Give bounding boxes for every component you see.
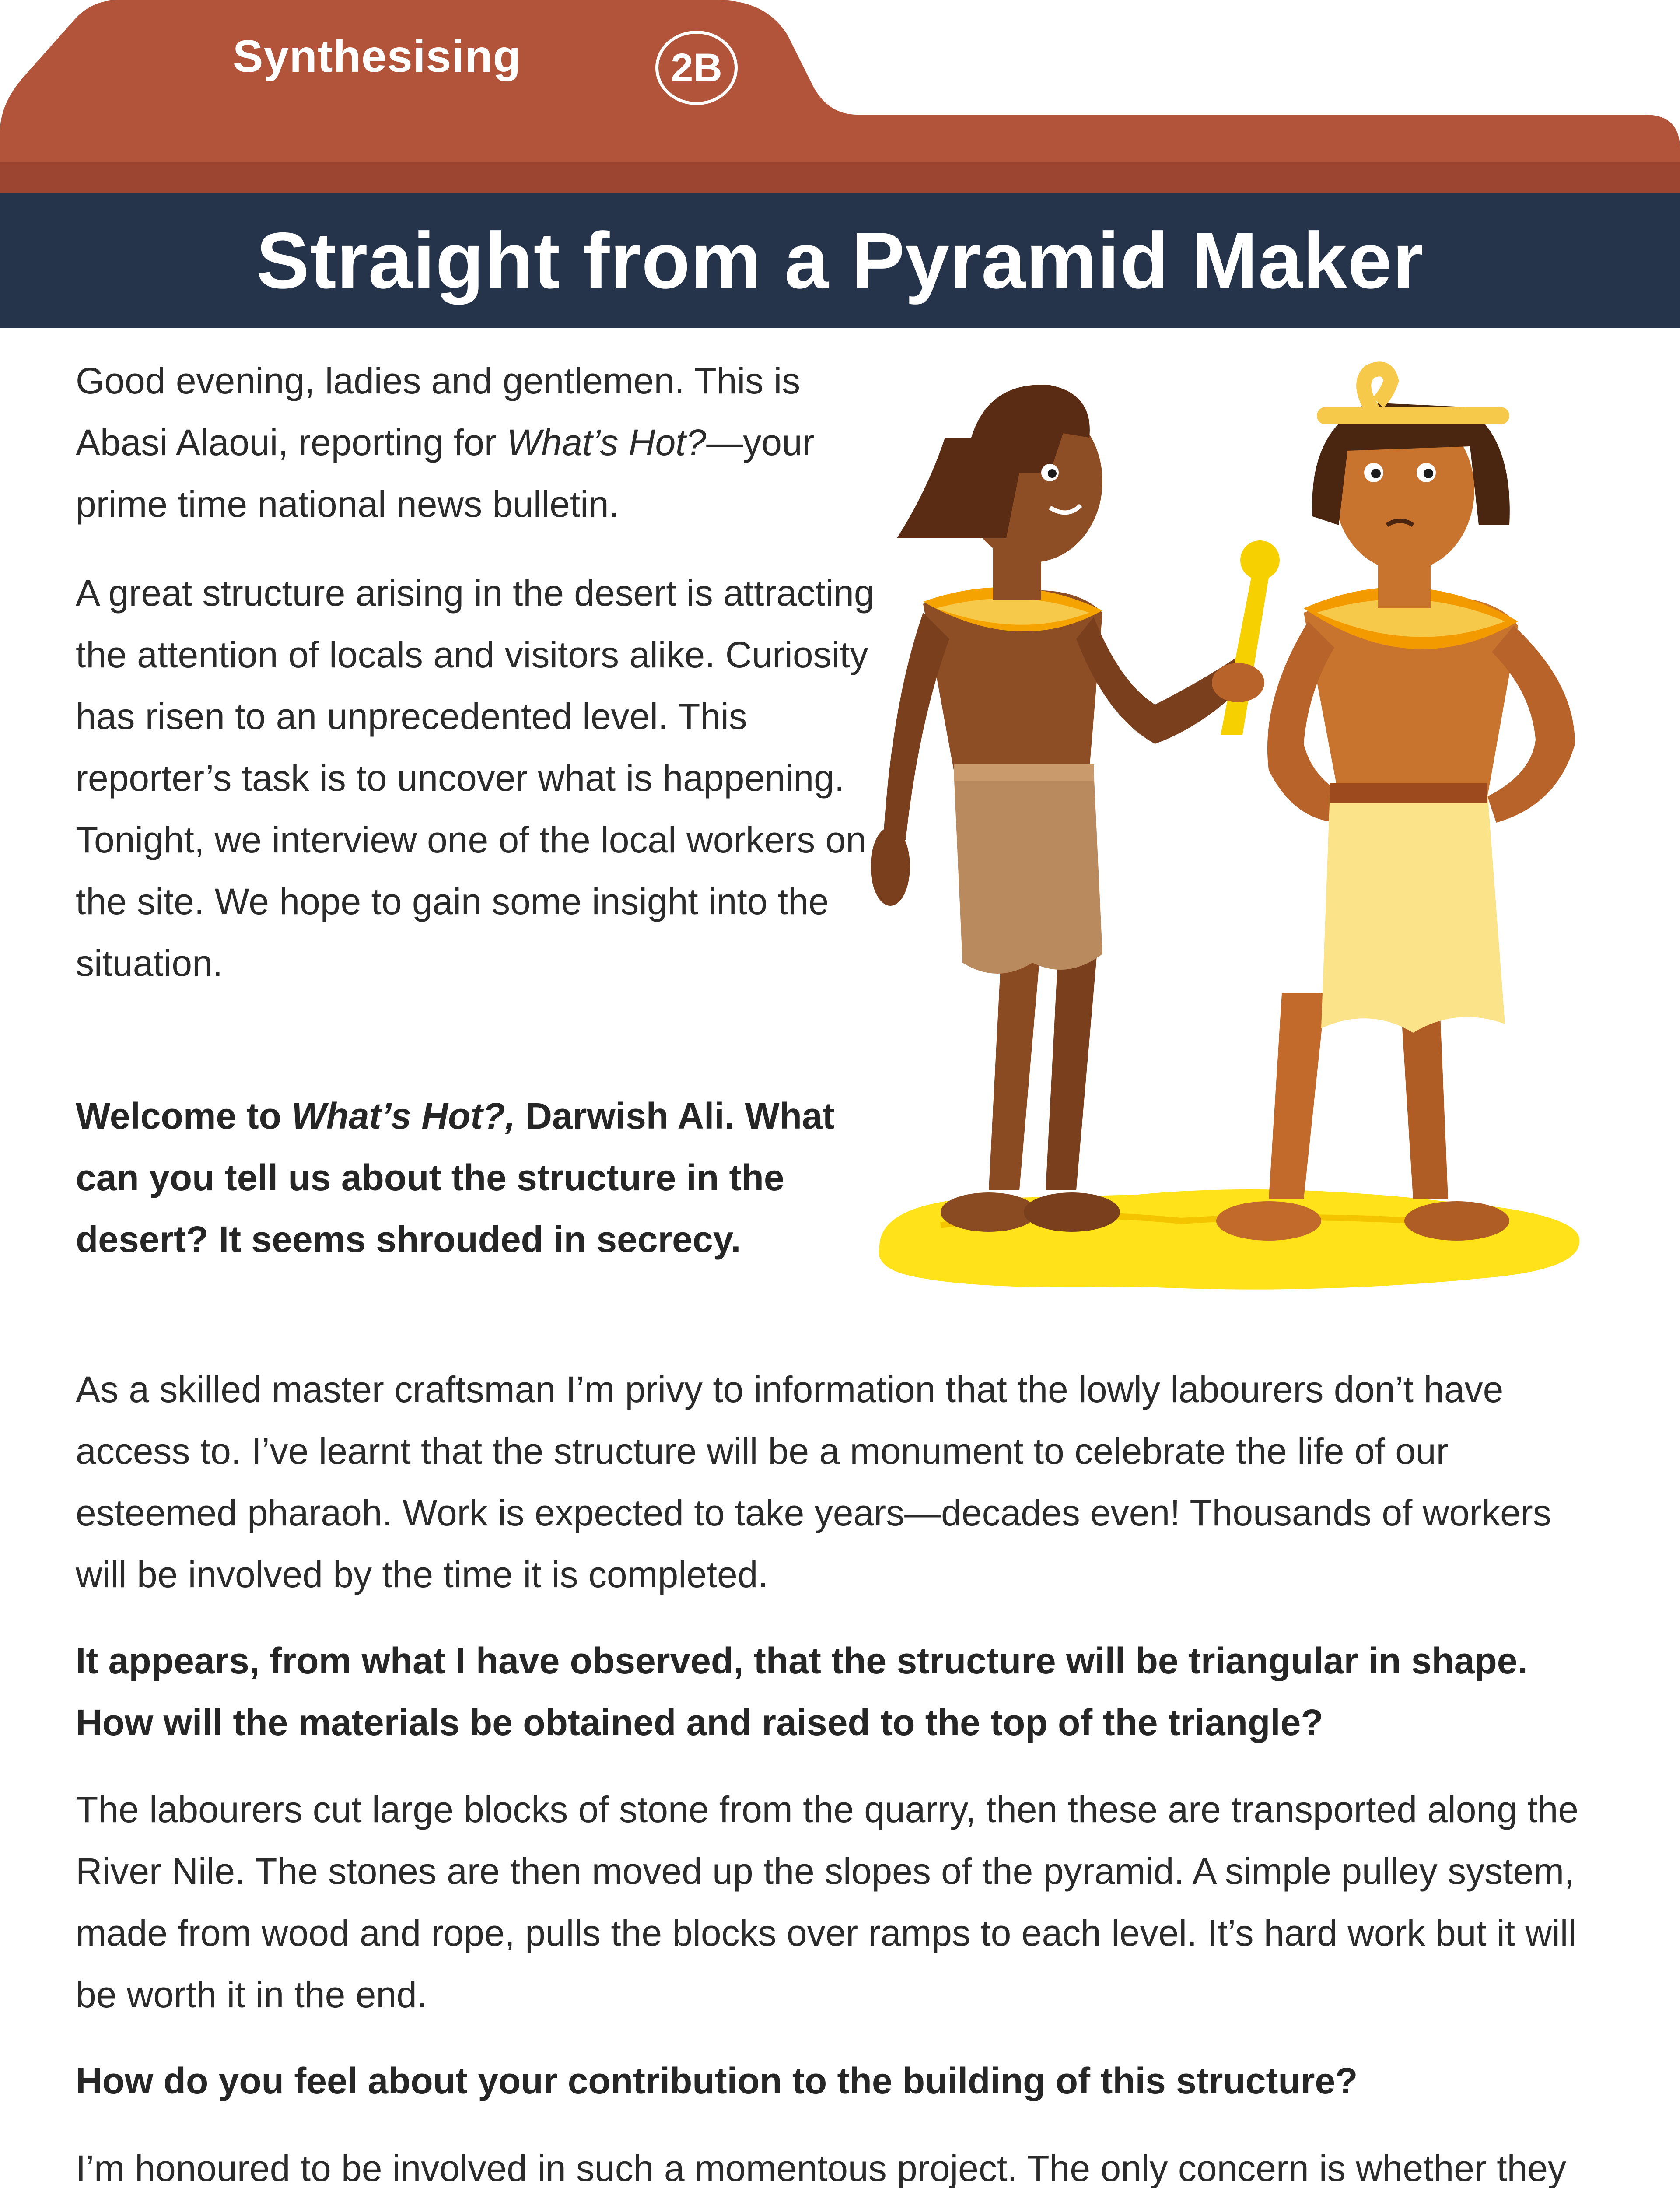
answer-2: The labourers cut large blocks of stone from the quarry, then these are transported along the River Nile. The stones are then moved up the slopes of the pyramid. A simple pulley system, made from wood and rope, pulls the blocks over ramps to each level. It’s hard work but it will be worth it in the end. [76, 1789, 1579, 2015]
intro-text-a: Good evening, ladies and gentlemen. This is Abasi Alaoui, reporting for [76, 360, 801, 463]
question-2: It appears, from what I have observed, that the structure will be triangular in shape. How will the materials be obtained and raised to the top of the triangle? [76, 1640, 1528, 1743]
section-label: Synthesising [233, 31, 522, 82]
pharaoh-figure [1212, 369, 1575, 1241]
title-band [0, 193, 1680, 328]
section-badge: 2B [655, 31, 738, 105]
section-tab [0, 0, 1680, 193]
question-1-text-c: Darwish Ali. What can you tell us about the structure in the desert? It seems shrouded in secrecy. [76, 1095, 835, 1260]
question-3: How do you feel about your contribution to the building of this structure? [76, 2060, 1358, 2101]
worker-figure [871, 385, 1247, 1232]
show-name: What’s Hot? [507, 422, 707, 463]
page-title: Straight from a Pyramid Maker [256, 216, 1424, 305]
intro-paragraph [76, 350, 876, 535]
context-paragraph: A great structure arising in the desert is attracting the attention of locals and visitors alike. Curiosity has risen to an unprecedented level. This reporter’s task is to uncover what is happening. Tonight, we interview one of the local workers on the site. We hope to gain some insight into the situation. [76, 572, 875, 984]
answer-1: As a skilled master craftsman I’m privy to information that the lowly labourers don’t have access to. I’ve learnt that the structure will be a monument to celebrate the life of our esteemed pharaoh. Work is expected to take years—decades even! Thousands of workers will be involved by the time it is completed. [76, 1369, 1551, 1595]
answer-3: I’m honoured to be involved in such a momentous project. The only concern is whether they [76, 2148, 1567, 2188]
intro-text-c: —your prime time national news bulletin. [76, 422, 815, 525]
question-1-text-a: Welcome to [76, 1095, 292, 1136]
egyptian-figures-illustration [866, 359, 1592, 1304]
question-1-show-name: What’s Hot?, [291, 1095, 515, 1136]
question-1 [76, 1085, 876, 1270]
